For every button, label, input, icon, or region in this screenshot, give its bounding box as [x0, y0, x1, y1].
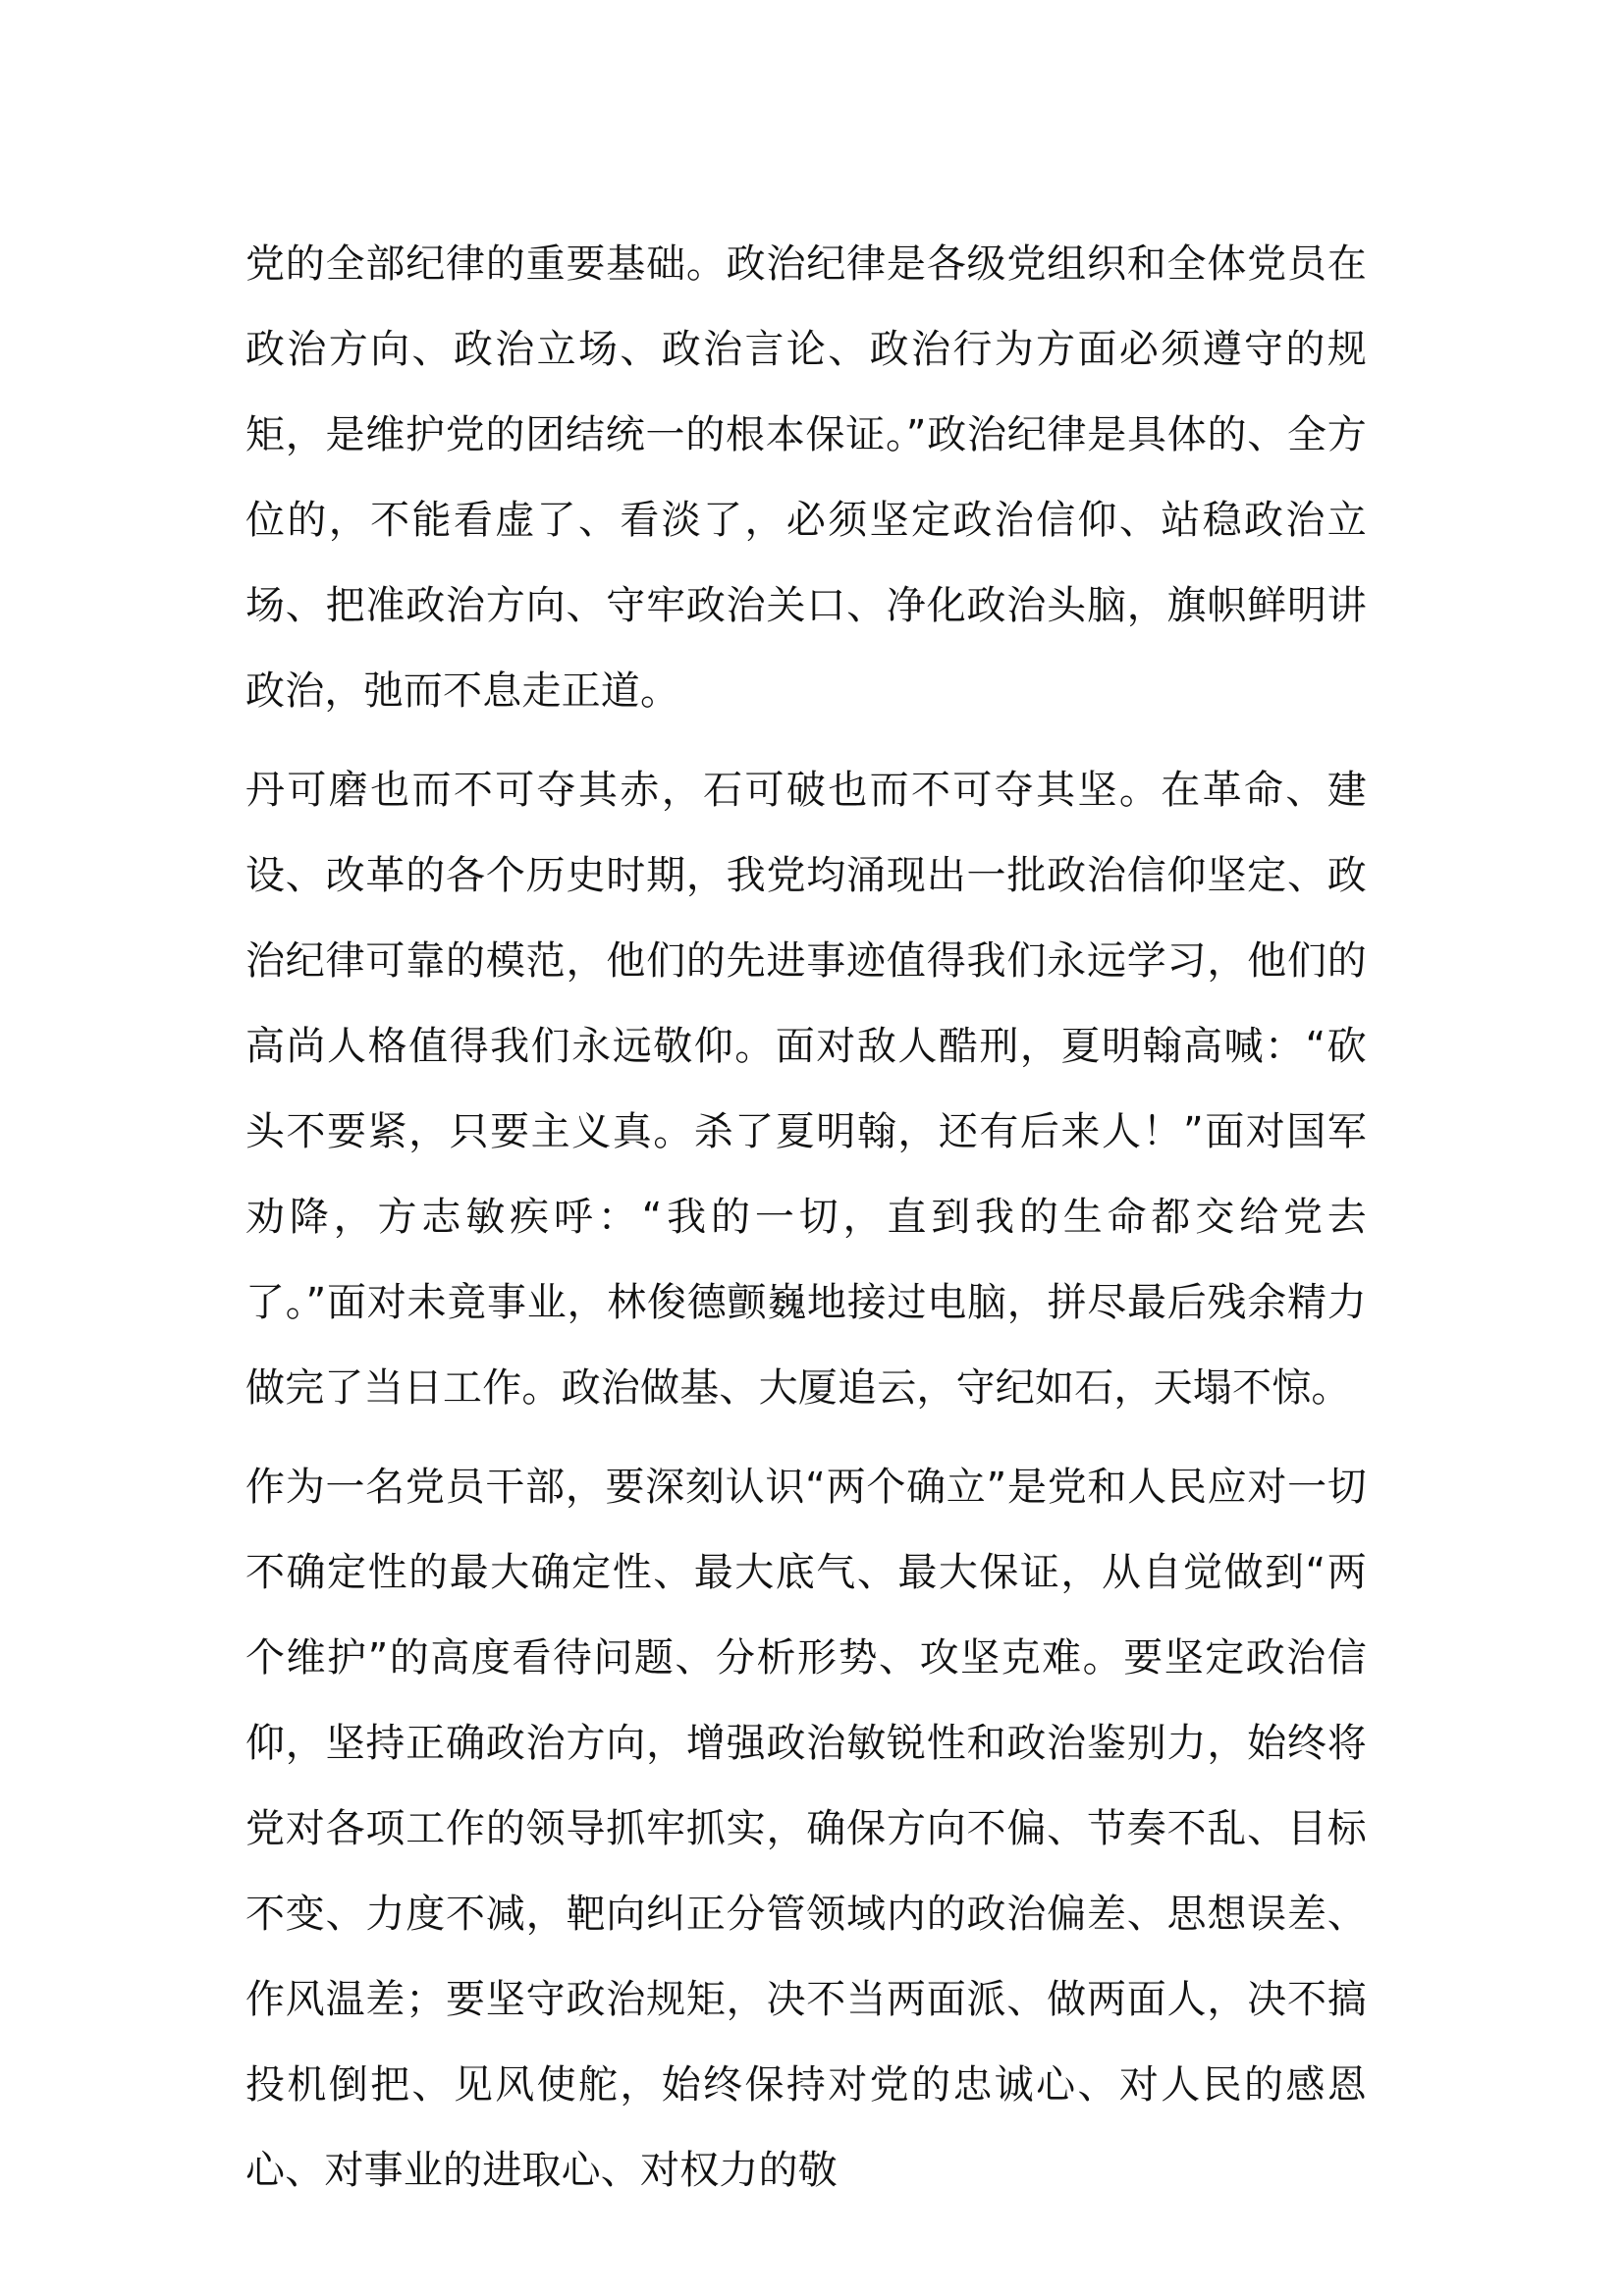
paragraph-3: 作为一名党员干部，要深刻认识“两个确立”是党和人民应对一切不确定性的最大确定性、最大底气、最大保证，从自觉做到“两个维护”的高度看待问题、分析形势、攻坚克难。要坚定政治信仰，坚持正确政治方向，增强政治敏锐性和政治鉴别力，始终将党对各项工作的领导抓牢抓实，确保方向不偏、节奏不乱、目标不变、力度不减，靶向纠正分管领域内的政治偏差、思想误差、作风温差；要坚守政治规矩，决不当两面派、做两面人，决不搞投机倒把、见风使舵，始终保持对党的忠诚心、对人民的感恩心、对事业的进取心、对权力的敬	[245, 1465, 1367, 2193]
paragraph-1: 党的全部纪律的重要基础。政治纪律是各级党组织和全体党员在政治方向、政治立场、政治言论、政治行为方面必须遵守的规矩，是维护党的团结统一的根本保证。”政治纪律是具体的、全方位的，不能看虚了、看淡了，必须坚定政治信仰、站稳政治立场、把准政治方向、守牢政治关口、净化政治头脑，旗帜鲜明讲政治，弛而不息走正道。	[245, 241, 1367, 714]
document-body	[245, 222, 1367, 2214]
paragraph-2: 丹可磨也而不可夺其赤，石可破也而不可夺其坚。在革命、建设、改革的各个历史时期，我党均涌现出一批政治信仰坚定、政治纪律可靠的模范，他们的先进事迹值得我们永远学习，他们的高尚人格值得我们永远敬仰。面对敌人酷刑，夏明翰高喊：“砍头不要紧，只要主义真。杀了夏明翰，还有后来人！”面对国军劝降，方志敏疾呼：“我的一切，直到我的生命都交给党去了。”面对未竟事业，林俊德颤巍地接过电脑，拼尽最后残余精力做完了当日工作。政治做基、大厦追云，守纪如石，天塌不惊。	[245, 768, 1367, 1411]
